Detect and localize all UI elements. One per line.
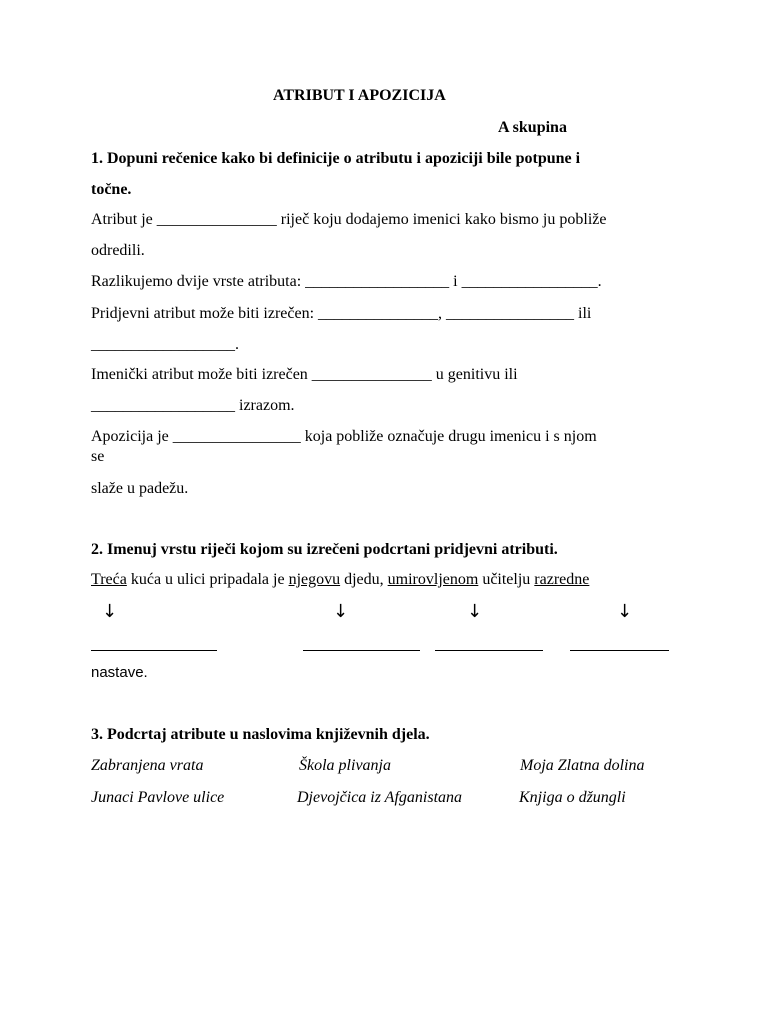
q1-line-8: Apozicija je ________________ koja pobliže označuje drugu imenicu i s njom xyxy=(91,428,597,445)
q1-line-9: se xyxy=(91,448,105,465)
q1-line-1: Atribut je _______________ riječ koju dodajemo imenici kako bismo ju pobliže xyxy=(91,211,607,228)
book-title: Knjiga o džungli xyxy=(519,789,626,806)
sentence-text: učitelju xyxy=(478,571,535,588)
answer-blank[interactable] xyxy=(435,650,543,651)
underlined-attribute-3: umirovljenom xyxy=(387,571,479,588)
q2-heading: 2. Imenuj vrstu riječi kojom su izrečeni podcrtani pridjevni atributi. xyxy=(91,541,558,558)
underlined-attribute-2: njegovu xyxy=(288,571,341,588)
book-title: Djevojčica iz Afganistana xyxy=(297,789,463,806)
down-arrow-icon: ↓ xyxy=(467,601,483,622)
q1-line-10: slaže u padežu. xyxy=(91,480,189,497)
down-arrow-icon: ↓ xyxy=(102,601,118,622)
down-arrow-icon: ↓ xyxy=(333,601,349,622)
page-title: ATRIBUT I APOZICIJA xyxy=(273,87,446,104)
q1-line-5: __________________. xyxy=(91,336,239,353)
book-title: Škola plivanja xyxy=(299,757,391,774)
q1-heading-line2: točne. xyxy=(91,181,132,198)
q2-continuation: nastave. xyxy=(91,664,148,681)
answer-blank[interactable] xyxy=(91,650,217,651)
underlined-attribute-1: Treća xyxy=(91,571,127,588)
q1-heading-line1: 1. Dopuni rečenice kako bi definicije o atributu i apoziciji bile potpune i xyxy=(91,150,581,167)
q1-line-6: Imenički atribut može biti izrečen _______________ u genitivu ili xyxy=(91,366,518,383)
q1-line-2: odredili. xyxy=(91,242,145,259)
group-label: A skupina xyxy=(498,119,567,136)
q1-line-7: __________________ izrazom. xyxy=(91,397,295,414)
sentence-text: djedu, xyxy=(340,571,388,588)
book-title: Junaci Pavlove ulice xyxy=(91,789,225,806)
q2-sentence xyxy=(91,570,589,590)
sentence-text: kuća u ulici pripadala je xyxy=(126,571,289,588)
q1-line-3: Razlikujemo dvije vrste atributa: __________________ i _________________. xyxy=(91,273,602,290)
q3-heading: 3. Podcrtaj atribute u naslovima književnih djela. xyxy=(91,726,430,743)
book-title: Moja Zlatna dolina xyxy=(520,757,645,774)
book-title: Zabranjena vrata xyxy=(91,757,204,774)
underlined-attribute-4: razredne xyxy=(534,571,590,588)
answer-blank[interactable] xyxy=(570,650,669,651)
answer-blank[interactable] xyxy=(303,650,420,651)
down-arrow-icon: ↓ xyxy=(617,601,633,622)
q1-line-4: Pridjevni atribut može biti izrečen: _______________, ________________ ili xyxy=(91,305,592,322)
